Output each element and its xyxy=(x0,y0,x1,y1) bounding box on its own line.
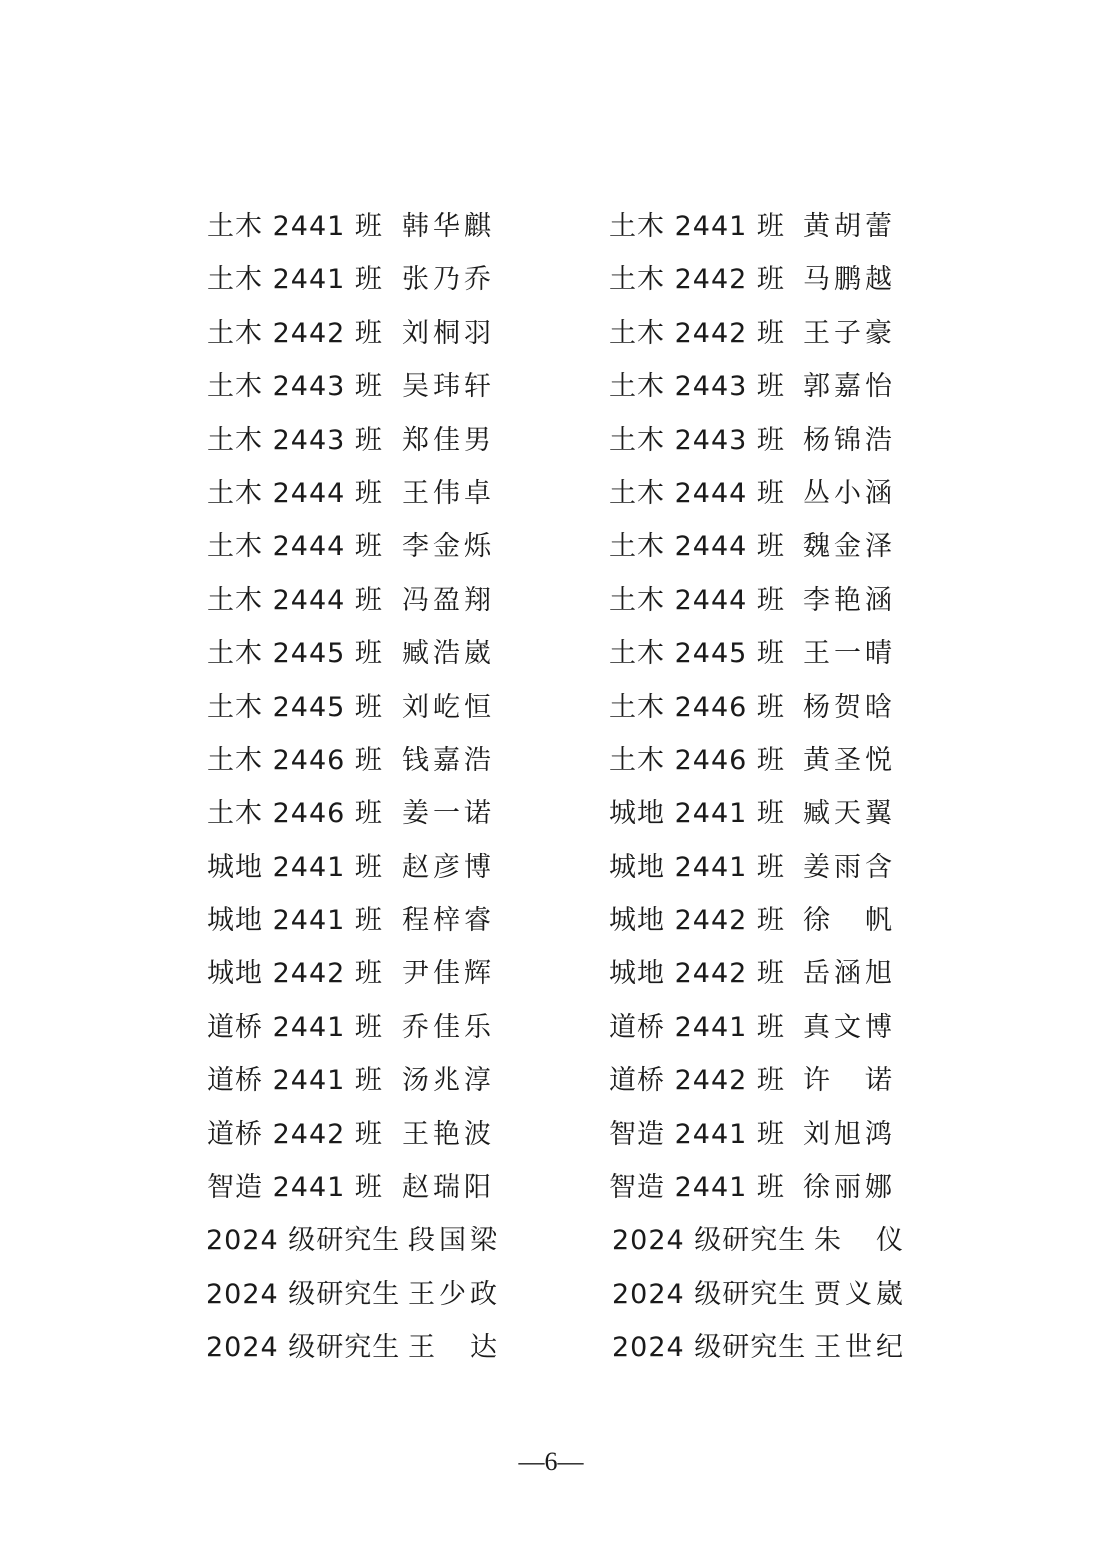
right-name: 王一晴 xyxy=(803,638,896,670)
left-name: 李金烁 xyxy=(402,531,495,563)
right-class: 城地 2441 班 xyxy=(609,851,785,883)
left-name: 王艳波 xyxy=(402,1118,495,1150)
right-class: 道桥 2442 班 xyxy=(609,1065,785,1097)
right-name: 杨锦浩 xyxy=(803,424,896,456)
right-class: 道桥 2441 班 xyxy=(609,1011,785,1043)
right-class: 2024 级研究生 xyxy=(612,1278,807,1310)
right-name: 王世纪 xyxy=(814,1332,907,1364)
left-class: 道桥 2442 班 xyxy=(207,1118,383,1150)
right-class: 土木 2444 班 xyxy=(609,531,785,563)
list-row xyxy=(0,360,1102,413)
right-name: 真文博 xyxy=(803,1011,896,1043)
list-row xyxy=(0,467,1102,520)
left-class: 土木 2446 班 xyxy=(207,798,383,830)
left-class: 城地 2441 班 xyxy=(207,851,383,883)
left-class: 土木 2444 班 xyxy=(207,477,383,509)
right-class: 智造 2441 班 xyxy=(609,1118,785,1150)
left-name: 刘桐羽 xyxy=(402,317,495,349)
list-row xyxy=(0,253,1102,306)
right-class: 土木 2443 班 xyxy=(609,371,785,403)
list-row xyxy=(0,574,1102,627)
list-row xyxy=(0,414,1102,467)
right-name: 黄胡蕾 xyxy=(803,211,896,242)
left-name: 郑佳男 xyxy=(402,424,495,456)
right-name: 丛小涵 xyxy=(803,477,896,509)
right-name: 王子豪 xyxy=(803,317,896,349)
right-name: 魏金泽 xyxy=(803,531,896,563)
left-class: 2024 级研究生 xyxy=(206,1332,401,1364)
right-class: 土木 2442 班 xyxy=(609,264,785,296)
left-name: 段国梁 xyxy=(408,1225,501,1257)
right-class: 土木 2442 班 xyxy=(609,317,785,349)
left-name: 汤兆淳 xyxy=(402,1065,495,1097)
list-row xyxy=(0,307,1102,360)
right-name: 姜雨含 xyxy=(803,851,896,883)
left-class: 土木 2445 班 xyxy=(207,691,383,723)
list-row xyxy=(0,947,1102,1000)
right-class: 土木 2446 班 xyxy=(609,691,785,723)
list-row xyxy=(0,520,1102,573)
right-name: 杨贺晗 xyxy=(803,691,896,723)
list-row xyxy=(0,681,1102,734)
left-name: 刘屹恒 xyxy=(402,691,495,723)
right-class: 城地 2442 班 xyxy=(609,958,785,990)
right-name: 马鹏越 xyxy=(803,264,896,296)
left-class: 城地 2441 班 xyxy=(207,905,383,937)
right-name: 许 诺 xyxy=(803,1065,896,1097)
list-row xyxy=(0,894,1102,947)
left-class: 道桥 2441 班 xyxy=(207,1011,383,1043)
left-name: 臧浩崴 xyxy=(402,638,495,670)
left-name: 程梓睿 xyxy=(402,905,495,937)
left-name: 冯盈翔 xyxy=(402,584,495,616)
right-class: 土木 2443 班 xyxy=(609,424,785,456)
right-class: 土木 2441 班 xyxy=(609,211,785,242)
right-name: 臧天翼 xyxy=(803,798,896,830)
list-row xyxy=(0,1108,1102,1161)
left-name: 韩华麒 xyxy=(402,211,495,242)
left-name: 赵瑞阳 xyxy=(402,1172,495,1204)
left-name: 王伟卓 xyxy=(402,477,495,509)
left-name: 乔佳乐 xyxy=(402,1011,495,1043)
left-class: 土木 2446 班 xyxy=(207,744,383,776)
left-class: 2024 级研究生 xyxy=(206,1225,401,1257)
right-name: 黄圣悦 xyxy=(803,744,896,776)
left-class: 城地 2442 班 xyxy=(207,958,383,990)
list-row xyxy=(0,627,1102,680)
list-row xyxy=(0,734,1102,787)
right-name: 朱 仪 xyxy=(814,1225,907,1257)
list-row xyxy=(0,1214,1102,1267)
right-name: 徐丽娜 xyxy=(803,1172,896,1204)
left-name: 姜一诺 xyxy=(402,798,495,830)
right-class: 智造 2441 班 xyxy=(609,1172,785,1204)
left-name: 赵彦博 xyxy=(402,851,495,883)
list-row xyxy=(0,787,1102,840)
left-class: 2024 级研究生 xyxy=(206,1278,401,1310)
right-name: 徐 帆 xyxy=(803,905,896,937)
list-row xyxy=(0,1054,1102,1107)
right-class: 2024 级研究生 xyxy=(612,1225,807,1257)
right-class: 土木 2446 班 xyxy=(609,744,785,776)
left-name: 王 达 xyxy=(408,1332,501,1364)
left-name: 王少政 xyxy=(408,1278,501,1310)
left-class: 土木 2444 班 xyxy=(207,531,383,563)
left-class: 土木 2441 班 xyxy=(207,264,383,296)
right-class: 土木 2445 班 xyxy=(609,638,785,670)
right-name: 李艳涵 xyxy=(803,584,896,616)
left-name: 钱嘉浩 xyxy=(402,744,495,776)
name-list xyxy=(0,200,1102,1375)
list-row xyxy=(0,841,1102,894)
left-class: 道桥 2441 班 xyxy=(207,1065,383,1097)
right-class: 城地 2442 班 xyxy=(609,905,785,937)
list-row xyxy=(0,1161,1102,1214)
list-row xyxy=(0,200,1102,253)
right-class: 城地 2441 班 xyxy=(609,798,785,830)
right-name: 贾义崴 xyxy=(814,1278,907,1310)
right-name: 岳涵旭 xyxy=(803,958,896,990)
right-name: 郭嘉怡 xyxy=(803,371,896,403)
right-class: 土木 2444 班 xyxy=(609,477,785,509)
right-class: 土木 2444 班 xyxy=(609,584,785,616)
left-name: 尹佳辉 xyxy=(402,958,495,990)
left-class: 土木 2443 班 xyxy=(207,371,383,403)
list-row xyxy=(0,1321,1102,1374)
left-class: 土木 2445 班 xyxy=(207,638,383,670)
left-class: 土木 2441 班 xyxy=(207,211,383,242)
left-class: 土木 2444 班 xyxy=(207,584,383,616)
left-class: 土木 2443 班 xyxy=(207,424,383,456)
list-row xyxy=(0,1001,1102,1054)
left-class: 土木 2442 班 xyxy=(207,317,383,349)
right-class: 2024 级研究生 xyxy=(612,1332,807,1364)
left-name: 吴玮轩 xyxy=(402,371,495,403)
left-class: 智造 2441 班 xyxy=(207,1172,383,1204)
right-name: 刘旭鸿 xyxy=(803,1118,896,1150)
page-number: —6— xyxy=(518,1447,584,1476)
list-row xyxy=(0,1268,1102,1321)
left-name: 张乃乔 xyxy=(402,264,495,296)
